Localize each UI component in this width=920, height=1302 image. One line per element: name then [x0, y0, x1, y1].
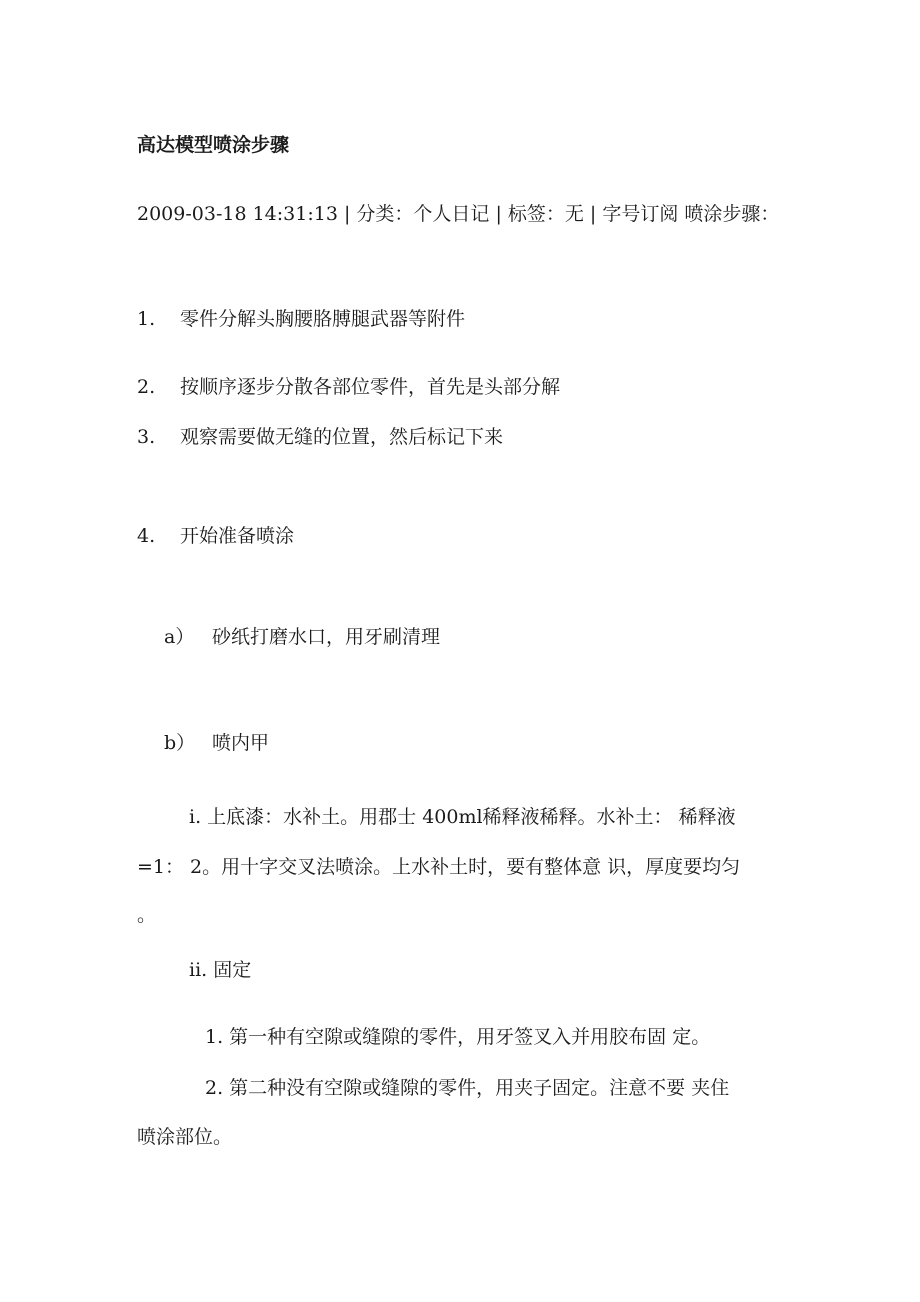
step-4	[137, 523, 155, 549]
step-1	[137, 306, 155, 332]
meta-line: 2009-03-18 14:31:13 | 分类：个人日记 | 标签：无 | 字号订阅 喷涂步骤：	[137, 203, 780, 225]
step-number: 1.	[137, 308, 156, 330]
step-number: 2.	[137, 376, 156, 398]
step-3	[137, 424, 155, 450]
step-text: 观察需要做无缝的位置，然后标记下来	[180, 426, 504, 448]
fix-method-2-line-2: 喷涂部位。	[137, 1126, 233, 1148]
substep-a-text: 砂纸打磨水口，用牙刷清理	[212, 626, 441, 648]
step-text: 开始准备喷涂	[180, 525, 295, 547]
roman-i-line-2: =1： 2。用十字交叉法喷涂。上水补土时，要有整体意 识，厚度要均匀	[137, 856, 741, 878]
document-title: 高达模型喷涂步骤	[137, 134, 290, 156]
step-text: 按顺序逐步分散各部位零件，首先是头部分解	[180, 376, 561, 398]
roman-i-line-1: i. 上底漆：水补土。用郡士 400ml稀释液稀释。水补土： 稀释液	[189, 806, 736, 828]
fix-method-1: 1. 第一种有空隙或缝隙的零件，用牙签叉入并用胶布固 定。	[205, 1026, 711, 1048]
substep-a-label: a）	[164, 626, 195, 648]
step-text: 零件分解头胸腰胳膊腿武器等附件	[180, 308, 466, 330]
substep-b-text: 喷内甲	[212, 732, 270, 754]
step-number: 4.	[137, 525, 156, 547]
fix-method-2-line-1: 2. 第二种没有空隙或缝隙的零件，用夹子固定。注意不要 夹住	[205, 1077, 730, 1099]
step-number: 3.	[137, 426, 156, 448]
substep-b-label: b）	[164, 732, 196, 754]
step-2	[137, 374, 155, 400]
roman-i-line-3: 。	[137, 904, 157, 926]
roman-ii: ii. 固定	[189, 959, 252, 981]
